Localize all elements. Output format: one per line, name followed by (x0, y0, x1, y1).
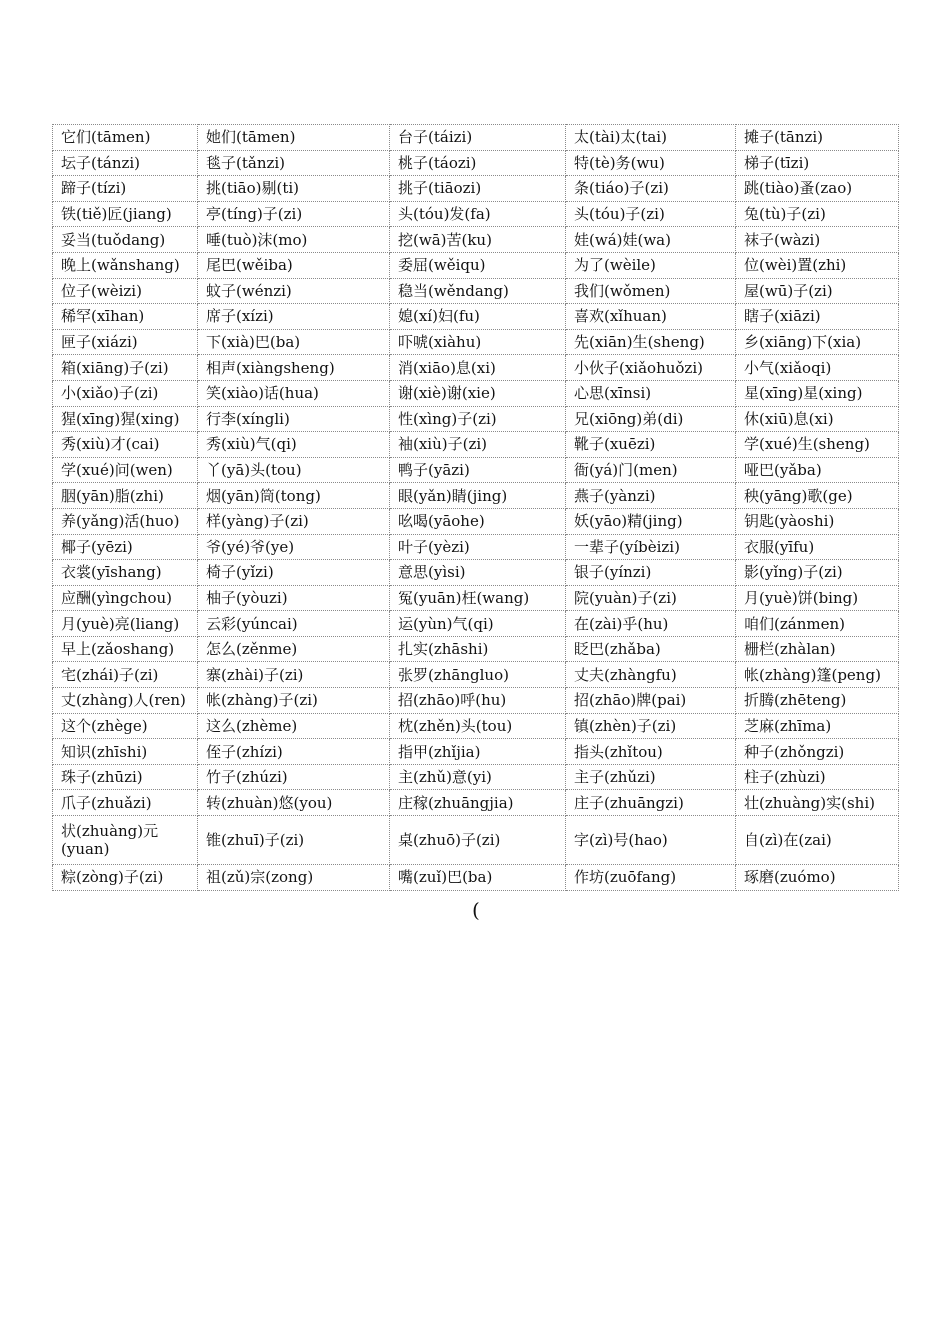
word-cell: 嘴(zuǐ)巴(ba) (390, 865, 566, 891)
table-row (53, 432, 899, 458)
word-cell: 谢(xiè)谢(xie) (390, 380, 566, 406)
word-cell: 毯子(tǎnzi) (198, 150, 390, 176)
word-cell: 吓唬(xiàhu) (390, 329, 566, 355)
word-cell: 瞎子(xiāzi) (736, 304, 899, 330)
word-cell: 台子(táizi) (390, 125, 566, 151)
table-row (53, 636, 899, 662)
word-cell: 早上(zǎoshang) (53, 636, 198, 662)
word-cell: 珠子(zhūzi) (53, 764, 198, 790)
word-cell: 栅栏(zhàlan) (736, 636, 899, 662)
word-cell: 锥(zhuī)子(zi) (198, 816, 390, 865)
word-cell: 条(tiáo)子(zi) (566, 176, 736, 202)
word-cell: 枕(zhěn)头(tou) (390, 713, 566, 739)
word-cell: 冤(yuān)枉(wang) (390, 585, 566, 611)
word-cell: 蚊子(wénzi) (198, 278, 390, 304)
word-cell: 箱(xiāng)子(zi) (53, 355, 198, 381)
word-cell: 行李(xíngli) (198, 406, 390, 432)
word-cell: 庄稼(zhuāngjia) (390, 790, 566, 816)
word-cell: 招(zhāo)呼(hu) (390, 688, 566, 714)
word-cell: 小(xiǎo)子(zi) (53, 380, 198, 406)
word-cell: 月(yuè)饼(bing) (736, 585, 899, 611)
table-row (53, 483, 899, 509)
word-cell: 兄(xiōng)弟(di) (566, 406, 736, 432)
word-cell: 应酬(yìngchou) (53, 585, 198, 611)
table-row (53, 150, 899, 176)
table-row (53, 252, 899, 278)
word-cell: 稳当(wěndang) (390, 278, 566, 304)
word-cell: 猩(xīng)猩(xing) (53, 406, 198, 432)
word-cell: 梯子(tīzi) (736, 150, 899, 176)
table-row (53, 585, 899, 611)
table-row (53, 201, 899, 227)
table-row (53, 380, 899, 406)
word-cell: 娃(wá)娃(wa) (566, 227, 736, 253)
word-cell: 自(zì)在(zai) (736, 816, 899, 865)
table-row (53, 457, 899, 483)
word-cell: 影(yǐng)子(zi) (736, 560, 899, 586)
word-cell: 种子(zhǒngzi) (736, 739, 899, 765)
word-cell: 性(xìng)子(zi) (390, 406, 566, 432)
word-cell: 亭(tíng)子(zi) (198, 201, 390, 227)
word-cell: 妖(yāo)精(jing) (566, 508, 736, 534)
word-cell: 寨(zhài)子(zi) (198, 662, 390, 688)
word-cell: 眼(yǎn)睛(jing) (390, 483, 566, 509)
word-cell: 招(zhāo)牌(pai) (566, 688, 736, 714)
word-cell: 小伙子(xiǎohuǒzi) (566, 355, 736, 381)
word-cell: 坛子(tánzi) (53, 150, 198, 176)
table-row (53, 355, 899, 381)
word-cell: 怎么(zěnme) (198, 636, 390, 662)
word-cell: 钥匙(yàoshi) (736, 508, 899, 534)
word-cell: 匣子(xiázi) (53, 329, 198, 355)
word-cell: 相声(xiàngsheng) (198, 355, 390, 381)
table-row (53, 739, 899, 765)
word-cell: 跳(tiào)蚤(zao) (736, 176, 899, 202)
word-cell: 席子(xízi) (198, 304, 390, 330)
word-cell: 转(zhuàn)悠(you) (198, 790, 390, 816)
word-cell: 它们(tāmen) (53, 125, 198, 151)
word-cell: 银子(yínzi) (566, 560, 736, 586)
word-cell: 芝麻(zhīma) (736, 713, 899, 739)
word-cell: 兔(tù)子(zi) (736, 201, 899, 227)
word-cell: 头(tóu)发(fa) (390, 201, 566, 227)
word-cell: 运(yùn)气(qi) (390, 611, 566, 637)
word-cell: 挑子(tiāozi) (390, 176, 566, 202)
word-cell: 蹄子(tízi) (53, 176, 198, 202)
word-cell: 字(zì)号(hao) (566, 816, 736, 865)
table-row (53, 865, 899, 891)
table-row (53, 611, 899, 637)
word-cell: 桃子(táozi) (390, 150, 566, 176)
word-cell: 一辈子(yíbèizi) (566, 534, 736, 560)
word-cell: 星(xīng)星(xing) (736, 380, 899, 406)
word-cell: 鸭子(yāzi) (390, 457, 566, 483)
word-cell: 叶子(yèzi) (390, 534, 566, 560)
word-cell: 张罗(zhāngluo) (390, 662, 566, 688)
word-cell: 丈夫(zhàngfu) (566, 662, 736, 688)
table-row (53, 304, 899, 330)
word-cell: 晚上(wǎnshang) (53, 252, 198, 278)
word-cell: 铁(tiě)匠(jiang) (53, 201, 198, 227)
table-row (53, 227, 899, 253)
word-cell: 秀(xiù)才(cai) (53, 432, 198, 458)
table-row (53, 406, 899, 432)
word-cell: 稀罕(xīhan) (53, 304, 198, 330)
word-cell: 折腾(zhēteng) (736, 688, 899, 714)
table-row (53, 176, 899, 202)
table-row (53, 816, 899, 865)
word-cell: 吆喝(yāohe) (390, 508, 566, 534)
word-cell: 主(zhǔ)意(yi) (390, 764, 566, 790)
word-cell: 爪子(zhuǎzi) (53, 790, 198, 816)
word-cell: 庄子(zhuāngzi) (566, 790, 736, 816)
word-cell: 帐(zhàng)子(zi) (198, 688, 390, 714)
table-row (53, 688, 899, 714)
word-cell: 指甲(zhǐjia) (390, 739, 566, 765)
word-cell: 知识(zhīshi) (53, 739, 198, 765)
word-cell: 咱们(zánmen) (736, 611, 899, 637)
word-cell: 屋(wū)子(zi) (736, 278, 899, 304)
word-cell: 胭(yān)脂(zhi) (53, 483, 198, 509)
word-table (52, 124, 899, 891)
word-cell: 消(xiāo)息(xi) (390, 355, 566, 381)
word-cell: 眨巴(zhǎba) (566, 636, 736, 662)
trailing-parenthesis: ( (472, 898, 480, 922)
word-cell: 摊子(tānzi) (736, 125, 899, 151)
word-cell: 喜欢(xǐhuan) (566, 304, 736, 330)
word-cell: 燕子(yànzi) (566, 483, 736, 509)
word-cell: 院(yuàn)子(zi) (566, 585, 736, 611)
word-cell: 学(xué)问(wen) (53, 457, 198, 483)
table-row (53, 662, 899, 688)
word-cell: 休(xiū)息(xi) (736, 406, 899, 432)
word-cell: 这个(zhège) (53, 713, 198, 739)
word-cell: 月(yuè)亮(liang) (53, 611, 198, 637)
word-cell: 心思(xīnsi) (566, 380, 736, 406)
table-row (53, 764, 899, 790)
word-cell: 祖(zǔ)宗(zong) (198, 865, 390, 891)
word-cell: 帐(zhàng)篷(peng) (736, 662, 899, 688)
word-cell: 笑(xiào)话(hua) (198, 380, 390, 406)
word-cell: 指头(zhǐtou) (566, 739, 736, 765)
word-cell: 衣服(yīfu) (736, 534, 899, 560)
word-cell: 头(tóu)子(zi) (566, 201, 736, 227)
word-cell: 下(xià)巴(ba) (198, 329, 390, 355)
word-cell: 镇(zhèn)子(zi) (566, 713, 736, 739)
table-row (53, 125, 899, 151)
word-cell: 媳(xí)妇(fu) (390, 304, 566, 330)
word-cell: 哑巴(yǎba) (736, 457, 899, 483)
word-cell: 桌(zhuō)子(zi) (390, 816, 566, 865)
word-cell: 袖(xiù)子(zi) (390, 432, 566, 458)
table-row (53, 713, 899, 739)
word-cell: 她们(tāmen) (198, 125, 390, 151)
word-cell: 位(wèi)置(zhi) (736, 252, 899, 278)
table-row (53, 790, 899, 816)
word-cell: 衣裳(yīshang) (53, 560, 198, 586)
word-cell: 靴子(xuēzi) (566, 432, 736, 458)
word-cell: 意思(yìsi) (390, 560, 566, 586)
word-cell: 太(tài)太(tai) (566, 125, 736, 151)
word-cell: 尾巴(wěiba) (198, 252, 390, 278)
word-cell: 乡(xiāng)下(xia) (736, 329, 899, 355)
word-cell: 壮(zhuàng)实(shi) (736, 790, 899, 816)
word-cell: 状(zhuàng)元(yuan) (53, 816, 198, 865)
word-cell: 丈(zhàng)人(ren) (53, 688, 198, 714)
word-cell: 作坊(zuōfang) (566, 865, 736, 891)
word-cell: 主子(zhǔzi) (566, 764, 736, 790)
word-cell: 学(xué)生(sheng) (736, 432, 899, 458)
word-cell: 特(tè)务(wu) (566, 150, 736, 176)
table-row (53, 534, 899, 560)
word-cell: 云彩(yúncai) (198, 611, 390, 637)
word-cell: 委屈(wěiqu) (390, 252, 566, 278)
word-cell: 衙(yá)门(men) (566, 457, 736, 483)
table-row (53, 508, 899, 534)
table-row (53, 560, 899, 586)
word-cell: 柱子(zhùzi) (736, 764, 899, 790)
word-cell: 竹子(zhúzi) (198, 764, 390, 790)
word-cell: 爷(yé)爷(ye) (198, 534, 390, 560)
word-cell: 秧(yāng)歌(ge) (736, 483, 899, 509)
word-cell: 柚子(yòuzi) (198, 585, 390, 611)
word-cell: 侄子(zhízi) (198, 739, 390, 765)
word-cell: 袜子(wàzi) (736, 227, 899, 253)
word-cell: 妥当(tuǒdang) (53, 227, 198, 253)
table-row (53, 278, 899, 304)
word-cell: 粽(zòng)子(zi) (53, 865, 198, 891)
word-cell: 挖(wā)苦(ku) (390, 227, 566, 253)
word-cell: 椅子(yǐzi) (198, 560, 390, 586)
word-cell: 养(yǎng)活(huo) (53, 508, 198, 534)
word-cell: 为了(wèile) (566, 252, 736, 278)
word-cell: 宅(zhái)子(zi) (53, 662, 198, 688)
word-cell: 唾(tuò)沫(mo) (198, 227, 390, 253)
table-row (53, 329, 899, 355)
word-cell: 先(xiān)生(sheng) (566, 329, 736, 355)
word-cell: 样(yàng)子(zi) (198, 508, 390, 534)
word-cell: 琢磨(zuómo) (736, 865, 899, 891)
word-cell: 在(zài)乎(hu) (566, 611, 736, 637)
word-cell: 小气(xiǎoqi) (736, 355, 899, 381)
word-cell: 丫(yā)头(tou) (198, 457, 390, 483)
word-cell: 挑(tiāo)剔(ti) (198, 176, 390, 202)
word-cell: 秀(xiù)气(qi) (198, 432, 390, 458)
word-cell: 烟(yān)筒(tong) (198, 483, 390, 509)
word-cell: 椰子(yēzi) (53, 534, 198, 560)
word-cell: 我们(wǒmen) (566, 278, 736, 304)
word-cell: 这么(zhème) (198, 713, 390, 739)
word-cell: 位子(wèizi) (53, 278, 198, 304)
word-cell: 扎实(zhāshi) (390, 636, 566, 662)
